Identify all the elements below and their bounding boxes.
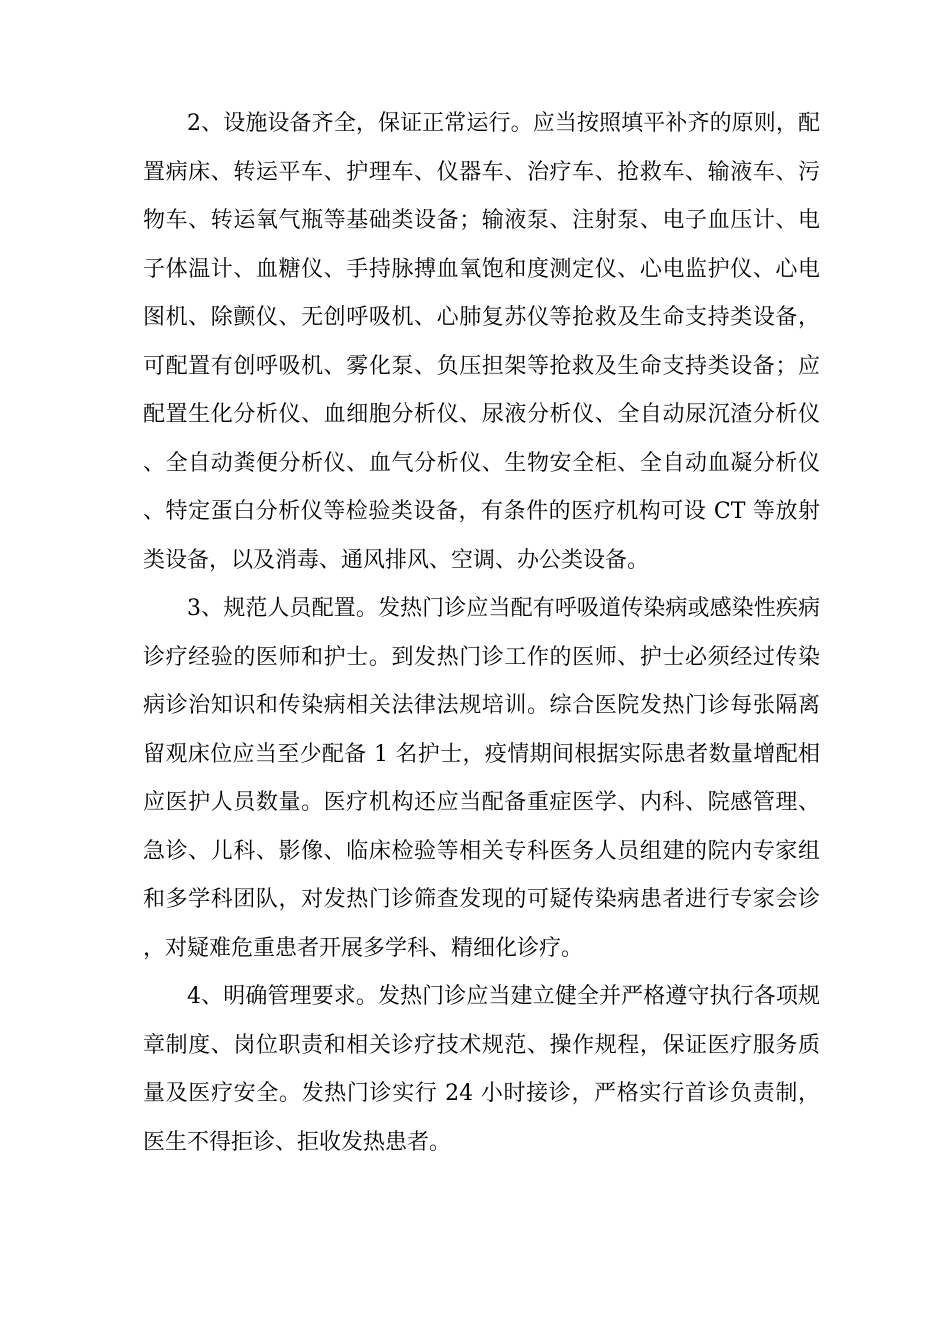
document-body	[143, 100, 820, 1167]
paragraph-facilities-equipment: 2、设施设备齐全，保证正常运行。应当按照填平补齐的原则，配置病床、转运平车、护理车、仪器车、治疗车、抢救车、输液车、污物车、转运氧气瓶等基础类设备；输液泵、注射泵、电子血压计、电子体温计、血糖仪、手持脉搏血氧饱和度测定仪、心电监护仪、心电图机、除颤仪、无创呼吸机、心肺复苏仪等抢救及生命支持类设备，可配置有创呼吸机、雾化泵、负压担架等抢救及生命支持类设备；应配置生化分析仪、血细胞分析仪、尿液分析仪、全自动尿沉渣分析仪、全自动粪便分析仪、血气分析仪、生物安全柜、全自动血凝分析仪、特定蛋白分析仪等检验类设备，有条件的医疗机构可设 CT 等放射类设备，以及消毒、通风排风、空调、办公类设备。	[143, 111, 820, 573]
paragraph-staffing: 3、规范人员配置。发热门诊应当配有呼吸道传染病或感染性疾病诊疗经验的医师和护士。到发热门诊工作的医师、护士必须经过传染病诊治知识和传染病相关法律法规培训。综合医院发热门诊每张隔离留观床位应当至少配备 1 名护士，疫情期间根据实际患者数量增配相应医护人员数量。医疗机构还应当配备重症医学、内科、院感管理、急诊、儿科、影像、临床检验等相关专科医务人员组建的院内专家组和多学科团队，对发热门诊筛查发现的可疑传染病患者进行专家会诊，对疑难危重患者开展多学科、精细化诊疗。	[143, 596, 820, 961]
paragraph-management-requirements: 4、明确管理要求。发热门诊应当建立健全并严格遵守执行各项规章制度、岗位职责和相关诊疗技术规范、操作规程，保证医疗服务质量及医疗安全。发热门诊实行 24 小时接诊，严格实行首诊负责制，医生不得拒诊、拒收发热患者。	[143, 984, 820, 1155]
